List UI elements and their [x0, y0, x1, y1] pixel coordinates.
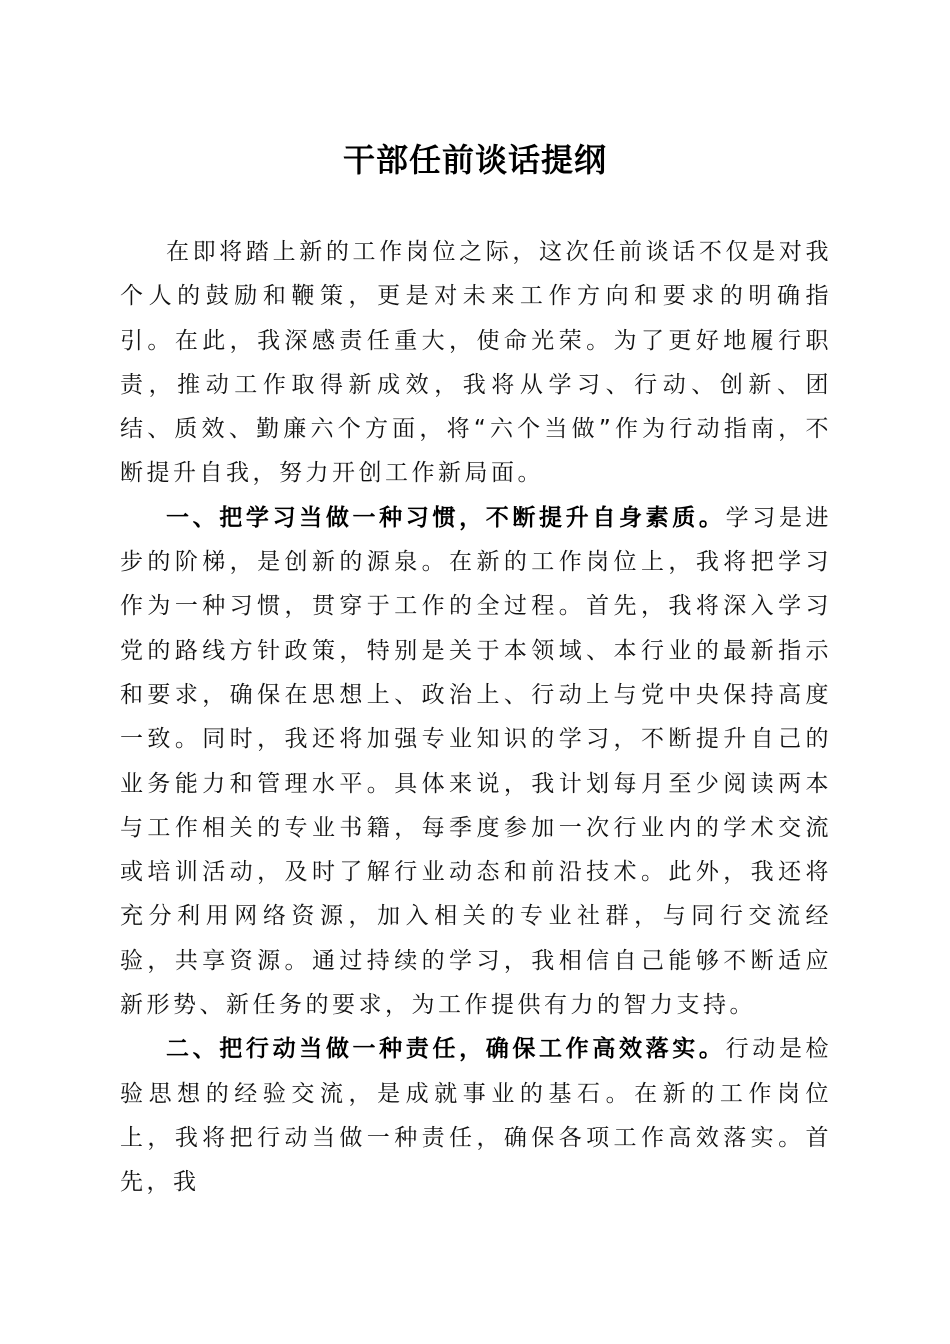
section-paragraph-1	[120, 496, 832, 1028]
section-paragraph-2	[120, 1027, 832, 1204]
section-heading-1: 一、把学习当做一种习惯，不断提升自身素质。	[166, 504, 726, 531]
document-body	[120, 230, 832, 1205]
document-title: 干部任前谈话提纲	[342, 141, 607, 179]
intro-paragraph: 在即将踏上新的工作岗位之际，这次任前谈话不仅是对我个人的鼓励和鞭策，更是对未来工作方向和要求的明确指引。在此，我深感责任重大，使命光荣。为了更好地履行职责，推动工作取得新成效，我将从学习、行动、创新、团结、质效、勤廉六个方面，将“六个当做”作为行动指南，不断提升自我，努力开创工作新局面。	[120, 239, 832, 487]
section-text-1: 学习是进步的阶梯，是创新的源泉。在新的工作岗位上，我将把学习作为一种习惯，贯穿于工作的全过程。首先，我将深入学习党的路线方针政策，特别是关于本领域、本行业的最新指示和要求，确保在思想上、政治上、行动上与党中央保持高度一致。同时，我还将加强专业知识的学习，不断提升自己的业务能力和管理水平。具体来说，我计划每月至少阅读两本与工作相关的专业书籍，每季度参加一次行业内的学术交流或培训活动，及时了解行业动态和前沿技术。此外，我还将充分利用网络资源，加入相关的专业社群，与同行交流经验，共享资源。通过持续的学习，我相信自己能够不断适应新形势、新任务的要求，为工作提供有力的智力支持。	[120, 504, 833, 1019]
section-text-2: 行动是检验思想的经验交流，是成就事业的基石。在新的工作岗位上，我将把行动当做一种责任，确保各项工作高效落实。首先，我	[120, 1036, 833, 1196]
section-heading-2: 二、把行动当做一种责任，确保工作高效落实。	[166, 1036, 726, 1063]
